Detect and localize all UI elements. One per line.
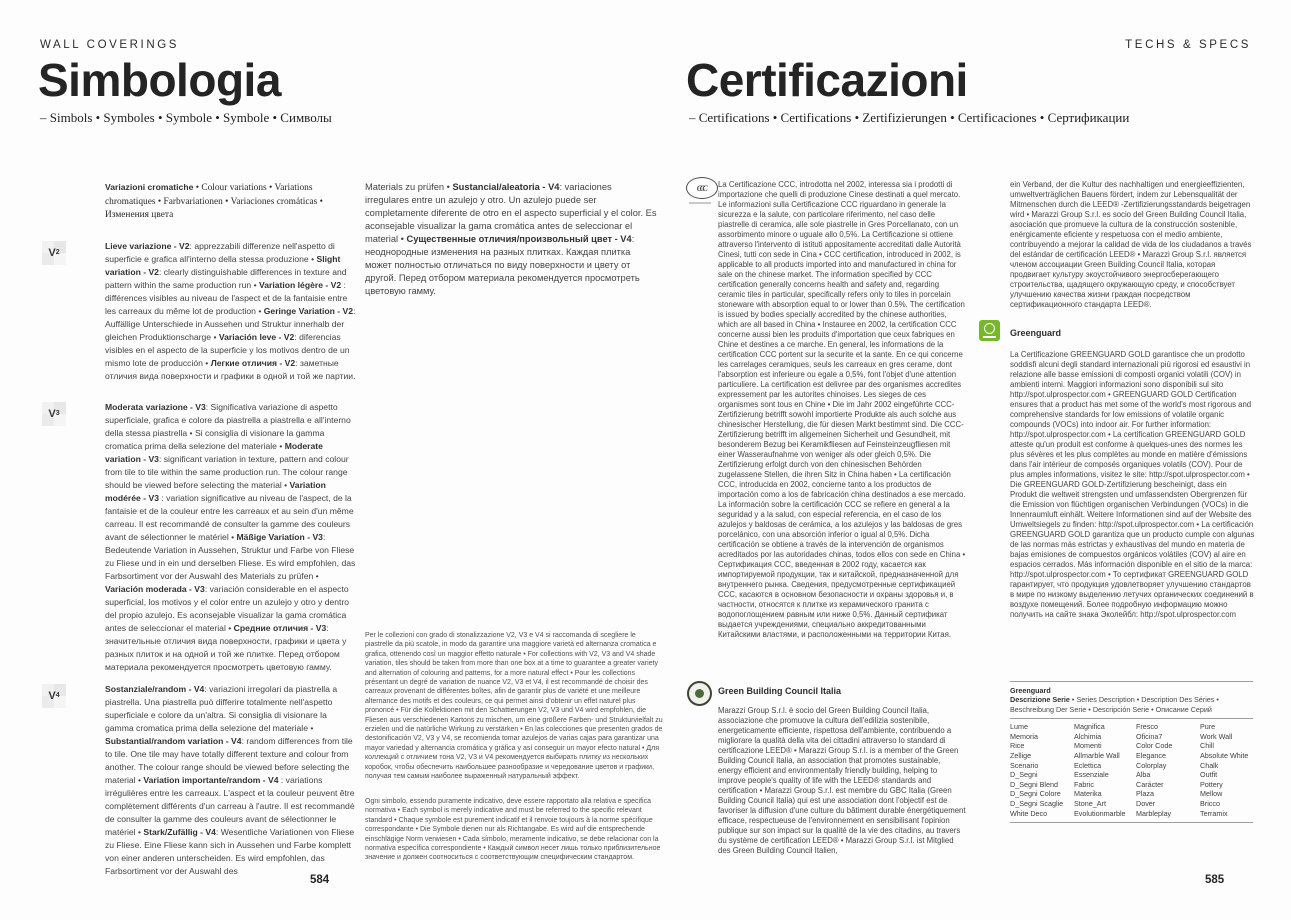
text-run: : неоднородные изменения на разных плитках. Каждая плитка может полностью отличаться по виду поверхности и цвету от другой. Перед отбором материала рекомендуется просмотреть цветовую гамму. [365,234,640,296]
table-cell: Pottery [1200,779,1223,789]
text-run: : random differences from tile to tile. One tile may have totally different texture and colour from another. The colour range should be viewed before selecting the material • [105,736,353,785]
gbc-text-col1: Marazzi Group S.r.l. è socio del Green Building Council Italia, associazione che promuove la cultura dell'edilizia sostenibile, energeticamente efficiente, rispettosa dell'ambiente, contribuendo a migliorare la qualità della vita dei cittadini attraverso lo standard di certificazione LEED® • Marazzi Group S.r.l. is a member of the Green Building Council Italia, an association that promotes sustainable, energy efficient and environmentally friendly building, helping to improve people's quality of life with the LEED® standards and certification • Marazzi Group S.r.l. est membre du GBC Italia (Green Building Council Italia) qui est une association dont l'objectif est de favoriser la diffusion d'une culture du bâtiment durable énergétiquement efficace, respectueuse de l'environnement en sensibilisant l'opinion publique sur son impact sur la qualité de la vie des citadins, au travers du système de certification LEED® • Marazzi Group S.r.l. ist Mitglied des Green Building Council Italien, [718,706,966,855]
text-run: : diferencias visibles en el aspecto de la superficie y los motivos dentro de un mismo lote de producción • [105,332,350,368]
v3-shade-variation-icon: V 3 [42,402,66,426]
greenguard-series-table [1010,681,1253,823]
text-run: : variación considerable en el aspecto superficial, los motivos y el color entre un azulejo y otro y dentro del propio azulejo. Es aconsejable visualizar la gama cromática antes de seleccionar el material • [105,584,350,633]
text-run: : Auffällige Unterschiede in Aussehen und Struktur innerhalb der gleichen Produktionscharge • [105,306,356,342]
left-page-subtitle: – Simbols • Symboles • Symbole • Symbole • Символы [40,110,332,125]
text-run: Sustancial/aleatoria - V4 [452,182,560,192]
table-cell: Alchimia [1074,731,1102,741]
table-row [1010,722,1253,732]
table-cell: Stone_Art [1074,798,1106,808]
table-cell: Color Code [1136,741,1173,751]
text-run: Variation importante/random - V4 [143,775,279,785]
table-cell: Oficina7 [1136,731,1163,741]
note-box-mixing: Per le collezioni con grado di stonalizzazione V2, V3 e V4 si raccomanda di scegliere le piastrelle da più scatole, in modo da garantire una maggiore varietà ed alternanza cromatica e grafica, ottenendo così un maggior effetto naturale • For collections with V2, V3 and V4 shade variation, tiles should be taken from more than one box at a time to guarantee a greater variety and alternation of colouring and patterns, for a more natural effect • Pour les collections présentant un degré de variation de nuance V2, V3 et V4, il est recommandé de choisir des carreaux provenant de différentes boîtes, afin de garantir plus de variété et une meilleure alternance des motifs et des couleurs, ce qui permet ainsi d'obtenir un effet naturel plus prononcé • Für die Kollektionen mit den Schattierungen V2, V3 und V4 wird empfohlen, die Fliesen aus verschiedenen Kartons zu mischen, um eine größere Farben- und Strukturvielfalt zu erzielen und die natürliche Wirkung zu verstärken • En las colecciones que presenten grados de destonificación V2, V3 y V4, se recomienda tomar azulejos de varias cajas para garantizar una mayor variedad y alternancia cromática y gráfica y así conseguir un mayor efecto natural • Для коллекций с отличием тона V2, V3 и V4 рекомендуется выбирать плитку из нескольких коробок, чтобы обеспечить наибольшее разнообразие и чередование цветов и графики, получая тем самым наиболее выраженный натуральный эффект. [365,632,663,781]
table-cell: D_Segni [1010,770,1038,780]
table-cell: Terramix [1200,808,1228,818]
table-body [1010,719,1253,822]
ccc-mark-ellipse [686,177,718,199]
greenguard-text: La Certificazione GREENGUARD GOLD garantisce che un prodotto soddisfi alcuni degli standard internazionali più rigorosi ed esaustivi in relazione alle basse emissioni di composti organici volatili (COV) in ambienti interni. Maggiori informazioni sono disponibili sul sito http://spot.ulprospector.com • GREENGUARD GOLD Certification ensures that a product has met some of the world's most rigorous and comprehensive standards for low emissions of volatile organic compounds (VOCs) into indoor air. For further information: http://spot.ulprospector.com • La certification GREENGUARD GOLD atteste qu'un produit est conforme à quelques-unes des normes les plus sévères et les plus complètes au monde en matière d'émissions dans l'air intérieur de composés organiques volatils (COV). Pour de plus amples informations, visitez le site: http://spot.ulprospector.com • Die GREENGUARD GOLD-Zertifizierung bescheinigt, dass ein Produkt die weltweit strengsten und umfassendsten Obergrenzen für die Emission von flüchtigen organischen Verbindungen (VOCs) in die Innenraumluft einhält. Weitere Informationen sind auf der Website des Umweltsiegels zu finden: http://spot.ulprospector.com • La certificación GREENGUARD GOLD garantiza que un producto cumple con algunas de las normas más estrictas y exhaustivas del mundo en materia de bajas emisiones de compuestos orgánicos volátiles (COV) al aire en espacios cerrados. Más información disponible en el sitio de la marca: http://spot.ulprospector.com • То сертификат GREENGUARD GOLD гарантирует, что продукция удовлетворяет улучшению стандартов в мире по низкому выделению летучих органических соединений в воздухе помещений. Более подробную информацию можно получить на сайте знака Эколейбл: http://spot.ulprospector.com [1010,350,1255,619]
text-run: Variazioni cromatiche [105,182,194,192]
v4-description-continuation [365,181,657,298]
table-cell: Zellige [1010,750,1032,760]
text-run: : différences visibles au niveau de l'aspect et de la fantaisie entre les carreaux du même lot de production • [105,280,348,316]
gbc-heading: Green Building Council Italia [718,686,842,696]
table-cell: Absolute White [1200,750,1249,760]
table-cell: Momenti [1074,741,1102,751]
text-run: Легкие отличия - V2 [210,358,296,368]
text-run: : apprezzabili differenze nell'aspetto di superficie e grafica all'interno della stessa produzione • [105,241,335,264]
table-cell: Essenziale [1074,770,1109,780]
text-run: • Series Description • Description Des Séries • Beschreibung Der Serie • Descripción Serie • Описание Серий [1010,695,1219,714]
right-page-subtitle: – Certifications • Certifications • Zertifizierungen • Certificaciones • Сертификации [689,110,1130,125]
table-cell: Elegance [1136,750,1166,760]
gbc-text-col2: ein Verband, der die Kultur des nachhaltigen und energieeffizienten, umweltverträglichen Bauens fördert, indem zur Lebensqualität der Mitmenschen durch die LEED® -Zertifizierungsstandards beigetragen wird • Marazzi Group S.r.l. es socio del Green Building Council Italia, asociación que promueve la cultura de la construcción sostenible, enérgicamente eficiente y respetuosa con el medio ambiente, contribuyendo a mejorar la calidad de vida de los ciudadanos a través del estándar de certificación LEED® • Marazzi Group S.r.l. является членом ассоциации Green Building Council Italia, которая продвигает культуру экоустойчивого энергосберегающего строительства, щадящего окружающую среду, и способствует улучшению качества жизни граждан посредством сертификационного стандарта LEED®. [1010,180,1252,309]
table-row [1010,761,1253,771]
table-rule-bottom [1010,822,1253,823]
table-cell: Outfit [1200,770,1218,780]
table-cell: Scenario [1010,760,1039,770]
table-cell: Bricco [1200,798,1220,808]
page-number-right: 585 [1205,874,1225,886]
table-cell: D_Segni Blend [1010,779,1058,789]
table-row [1010,732,1253,742]
text-run: : Significativa variazione di aspetto superficiale, grafica e colore da piastrella a piastrella e all'interno della stessa piastrella • Si consiglia di visionare la gamma cromatica prima della selezione del materiale • [105,402,351,451]
table-cell: Magnifica [1074,722,1105,732]
text-run: • Colour variations • Variations chromatiques • Farbvariationen • Variaciones cromáticas • Изменения цвета [105,183,323,220]
table-cell: White Deco [1010,808,1048,818]
v3-description [105,401,357,674]
table-cell: Marbleplay [1136,808,1172,818]
v2-description [105,240,357,383]
greenguard-heading: Greenguard [1010,328,1062,338]
v4-shade-variation-icon: V 4 [42,684,66,708]
colour-variations-intro [105,181,357,222]
v2-badge-letter: V [48,247,56,259]
text-run: Существенные отличия/произвольный цвет - V4 [406,234,632,244]
table-row [1010,789,1253,799]
text-run: : значительные отличия вида поверхности, графики и цвета у разных плиток и на одной и той же плитке. Перед отбором материала рекомендуется просмотреть цветовую гамму. [105,623,347,672]
table-cell: Rice [1010,741,1025,751]
text-run: : significant variation in texture, pattern and colour from tile to tile within the same production run. The colour range should be viewed before selecting the material • [105,454,349,490]
text-run: : Bedeutende Variation in Aussehen, Struktur und Farbe von Fliese zu Fliese und in ein und derselben Fliese. Es wird empfohlen, das Farbsortiment vor der Auswahl des Materials zu prüfen • [105,532,356,581]
table-cell: Fresco [1136,722,1158,732]
table-cell: Allmarble Wall [1074,750,1120,760]
table-title: Greenguard [1010,686,1051,695]
table-row [1010,780,1253,790]
v3-badge-letter: V [48,408,56,420]
text-run: Descrizione Serie [1010,695,1070,704]
text-run: Substantial/random variation - V4 [105,736,242,746]
table-cell: Evolutionmarble [1074,808,1126,818]
text-run: Mäßige Variation - V3 [236,532,323,542]
table-cell: Carácter [1136,779,1164,789]
text-run: Средние отличия - V3 [233,623,327,633]
table-row [1010,770,1253,780]
table-cell: Fabric [1074,779,1094,789]
right-page-eyebrow: TECHS & SPECS [1125,39,1251,51]
table-row [1010,809,1253,819]
text-run: Moderata variazione - V3 [105,402,206,412]
text-run: : variation significative au niveau de l'aspect, de la fantaisie et de la couleur entre les carreaux et au sein d'un même carreau. Il est recommandé de consulter la gamme des couleurs avant de sélectionner le matériel • [105,493,354,542]
text-run: Variation légère - V2 [258,280,342,290]
table-cell: Plaza [1136,789,1154,799]
greenguard-logo-icon [979,320,1000,341]
text-run: : variations irrégulières entre les carreaux. L'aspect et la couleur peuvent être complètement différents d'un carreau à l'autre. Il est recommandé de consulter la gamme des couleurs avant de sélectionner le matériel • [105,775,355,837]
table-cell: Dover [1136,798,1156,808]
table-subtitle [1010,695,1253,714]
table-cell: Alba [1136,770,1151,780]
table-cell: Chalk [1200,760,1219,770]
green-building-council-logo-icon [687,681,712,706]
ccc-mark-caption [689,202,711,204]
text-run: Materials zu prüfen • [365,182,453,192]
table-rule-top [1010,681,1253,682]
table-row [1010,741,1253,751]
text-run: Variación leve - V2 [218,332,295,342]
text-run: Geringe Variation - V2 [263,306,354,316]
ccc-certification-mark-icon [686,177,718,204]
table-cell: Chill [1200,741,1214,751]
table-cell: Materika [1074,789,1102,799]
v4-description [105,683,357,878]
text-run: : clearly distinguishable differences in texture and pattern within the same production run • [105,267,347,290]
table-cell: Colorplay [1136,760,1167,770]
text-run: Slight variation - V2 [105,254,341,277]
right-page-title: Certificazioni [686,54,968,106]
text-run: Sostanziale/random - V4 [105,684,205,694]
ccc-certification-text: La Certificazione CCC, introdotta nel 2002, interessa sia i prodotti di importazione che quelli di produzione Cinese destinati a quel mercato. Le informazioni sulla Certificazione CCC riguardano in generale la sicurezza e la salute, con particolare riferimento, nel caso delle piastrelle di ceramica, alle sole piastrelle in Gres Porcellanato, con un assorbimento minore o uguale allo 0,5%. La Certificazione si ottiene attraverso l'intervento di istituti appositamente accreditati dalle Autorità Cinesi, tutti con sede in Cina • CCC certification, introduced in 2002, is applicable to all products imported into and manufactured in china for sale on the chinese market. The information specified by CCC certification generally concerns health and safety and, regarding ceramic tiles in particular, specifically refers only to tiles in porcelain stoneware with absorption equal to or lower than 0.5%. The certification is issued by bodies specially accredited by the chinese authorities, which are all based in China • Instauree en 2002, la certification CCC concerne aussi bien les produits d'importation que ceux fabriques en Chine et destines a ce marche. En general, les informations de la certification CCC portent sur la securite et la sante. En ce qui concerne les carrelages ceramiques, seuls les carreaux en gres cerame, dont l'absorption est inferieure ou egale a 0,5%, font l'objet d'une attention particuliere. La certification est delivree par des organismes accredites expressement par les autorites chinoises. Les sieges de ces organismes sont tous en Chine • Die im Jahr 2002 eingeführte CCC-Zertifizierung betrifft sowohl importierte Produkte als auch solche aus chinesischer Herstellung, die für diesen Markt bestimmt sind. Die CCC-Zertifizierung betrifft im allgemeinen Sicherheit und Gesundheit, mit besonderem Bezug bei Keramikfliesen auf Feinsteinzeugfliesen mit einer Wasseraufnahme von weniger als oder gleich 0,5%. Die Zertifizierung erfolgt durch von den chinesischen Behörden zugelassene Stellen, die ihren Sitz in China haben • La certificación CCC, introducida en 2002, concierne tanto a los productos de importación como a los de fabricación china destinados a ese mercado. La información sobre la certificación CCC se refiere en general a la seguridad y a la salud, con especial referencia, en el caso de los azulejos y baldosas de cerámica, a los azulejos y las baldosas de gres porcelánico, con una absorción inferior o igual al 0,5%. Dicha certificación se obtiene a través de la intervención de organismos acreditados por las autoridades chinas, todos ellos con sede en China • Сертификация ССС, введенная в 2002 году, касается как импортируемой продукции, так и китайской, предназначенной для внутреннего рынка. Сведения, предусмотренные сертификацией ССС, касаются в основном безопасности и охраны здоровья и, в частности, относятся к плитке из керамического гранита с водопоглощением равным или ниже 0,5%. Данный сертификат выдается учреждениями, специально аккредитованными Китайскими властями, и расположенными на территории Китая. [718,180,966,639]
ccc-mark-label: CCC [696,183,706,193]
table-cell: Mellow [1200,789,1223,799]
table-cell: Eclettica [1074,760,1102,770]
table-cell: Work Wall [1200,731,1233,741]
text-run: : variaciones irregulares entre un azulejo y otro. Un azulejo puede ser completamente diferente de otro en el aspecto superficial y el color. Es aconsejable visualizar la gama cromática antes de seleccionar el material • [365,182,657,244]
table-cell: D_Segni Colore [1010,789,1061,799]
v4-badge-letter: V [48,690,56,702]
text-run: Variation modérée - V3 [105,480,326,503]
note-symbols-indicative: Ogni simbolo, essendo puramente indicativo, deve essere rapportato alla relativa e specifica normativa • Each symbol is merely indicative and must be referred to the specific relevant standard • Chaque symbole est purement indicatif et il renvoie toujours à la norme spécifique correspondante • Die Symbole dienen nur als Richtangabe. Es wird auf die entsprechende einschlägige Norm verwiesen • Cada símbolo, meramente indicativo, se debe relacionar con la normativa específica correspondiente • Каждый символ несет лишь только приблизительное значение и должен соотноситься с соответствующим специфическим стандартом. [365,798,661,862]
table-row [1010,799,1253,809]
left-page-eyebrow: WALL COVERINGS [40,39,180,51]
table-row [1010,751,1253,761]
text-run: : Wesentliche Variationen von Fliese zu Fliese. Eine Fliese kann sich in Aussehen und Farbe komplett von einer anderen unterscheiden. Es wird empfohlen, das Farbsortiment vor der Auswahl des [105,827,355,876]
text-run: Variación moderada - V3 [105,584,205,594]
text-run: : заметные отличия вида поверхности и графики в одной и той же партии. [105,358,356,381]
page-number-left: 584 [310,874,330,886]
text-run: Stark/Zufällig - V4 [143,827,216,837]
text-run: Lieve variazione - V2 [105,241,190,251]
table-cell: Pure [1200,722,1216,732]
left-page-title: Simbologia [38,54,281,106]
table-cell: Lume [1010,722,1028,732]
text-run: Moderate variation - V3 [105,441,323,464]
table-cell: Memoria [1010,731,1038,741]
v2-shade-variation-icon: V 2 [42,241,66,265]
table-cell: D_Segni Scaglie [1010,798,1064,808]
text-run: : variazioni irregolari da piastrella a piastrella. Una piastrella può differire totalmente nell'aspetto superficiale e colore da un'altra. Si consiglia di visionare la gamma cromatica prima della selezione del materiale • [105,684,338,733]
